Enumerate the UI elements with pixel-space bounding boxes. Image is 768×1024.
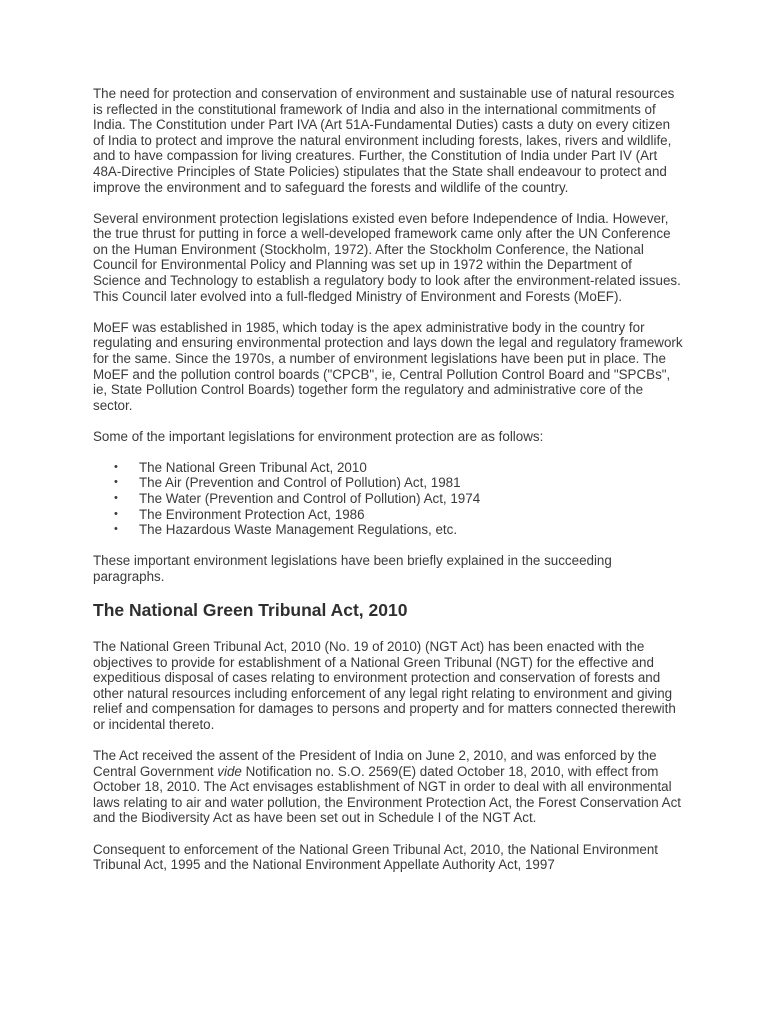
vide-term: vide: [217, 763, 242, 779]
legislations-intro: Some of the important legislations for environment protection are as follows:: [93, 428, 544, 444]
ngt-paragraph: The National Green Tribunal Act, 2010 (No. 19 of 2010) (NGT Act) has been enacted with the objectives to provide for establishment of a National Green Tribunal (NGT) for the effective and expeditious disposal of cases relating to environment protection and conservation of forests and other natural resources including enforcement of any legal right relating to environment and giving relief and compensation for damages to persons and property and for matters connected therewith or incidental thereto.: [93, 639, 676, 732]
history-paragraph: Several environment protection legislations existed even before Independence of India. However, the true thrust for putting in force a well-developed framework came only after the UN Conference on the Human Environment (Stockholm, 1972). After the Stockholm Conference, the National Council for Environmental Policy and Planning was set up in 1972 within the Department of Science and Technology to establish a regulatory body to look after the environment-related issues. This Council later evolved into a full-fledged Ministry of Environment and Forests (MoEF).: [93, 210, 681, 304]
legislations-outro: These important environment legislations have been briefly explained in the succeeding paragraphs.: [93, 553, 612, 584]
document-body: [93, 86, 683, 888]
list-item: • The Environment Protection Act, 1986: [139, 507, 683, 523]
intro-paragraph: The need for protection and conservation of environment and sustainable use of natural resources is reflected in the constitutional framework of India and also in the international commitments of India. The Constitution under Part IVA (Art 51A-Fundamental Duties) casts a duty on every citizen of India to protect and improve the natural environment including forests, lakes, rivers and wildlife, and to have compassion for living creatures. Further, the Constitution of India under Part IV (Art 48A-Directive Principles of State Policies) stipulates that the State shall endeavour to protect and improve the environment and to safeguard the forests and wildlife of the country.: [93, 86, 675, 195]
consequence-paragraph: Consequent to enforcement of the National Green Tribunal Act, 2010, the National Environment Tribunal Act, 1995 and the National Environment Appellate Authority Act, 1997: [93, 841, 658, 873]
section-heading: The National Green Tribunal Act, 2010: [93, 600, 408, 621]
list-item: • The Hazardous Waste Management Regulations, etc.: [139, 522, 683, 538]
assent-text-start: The Act received the assent of the President of India on June 2, 2010, and was enforced by the Central Government: [93, 748, 657, 779]
assent-text-end: Notification no. S.O. 2569(E) dated October 18, 2010, with effect from October 18, 2010. The Act envisages establishment of NGT in order to deal with all environmental laws relating to air and water pollution, the Environment Protection Act, the Forest Conservation Act and the Biodiversity Act as have been set out in Schedule I of the NGT Act.: [93, 763, 682, 826]
assent-paragraph: [93, 748, 683, 826]
list-item: • The National Green Tribunal Act, 2010: [139, 460, 683, 476]
list-item: • The Air (Prevention and Control of Pollution) Act, 1981: [139, 475, 683, 491]
list-item: • The Water (Prevention and Control of Pollution) Act, 1974: [139, 491, 683, 507]
legislations-list: [93, 460, 683, 538]
moef-paragraph: MoEF was established in 1985, which today is the apex administrative body in the country for regulating and ensuring environmental protection and lays down the legal and regulatory framework for the same. Since the 1970s, a number of environment legislations have been put in place. The MoEF and the pollution control boards ("CPCB", ie, Central Pollution Control Board and "SPCBs", ie, State Pollution Control Boards) together form the regulatory and administrative core of the sector.: [93, 319, 683, 413]
